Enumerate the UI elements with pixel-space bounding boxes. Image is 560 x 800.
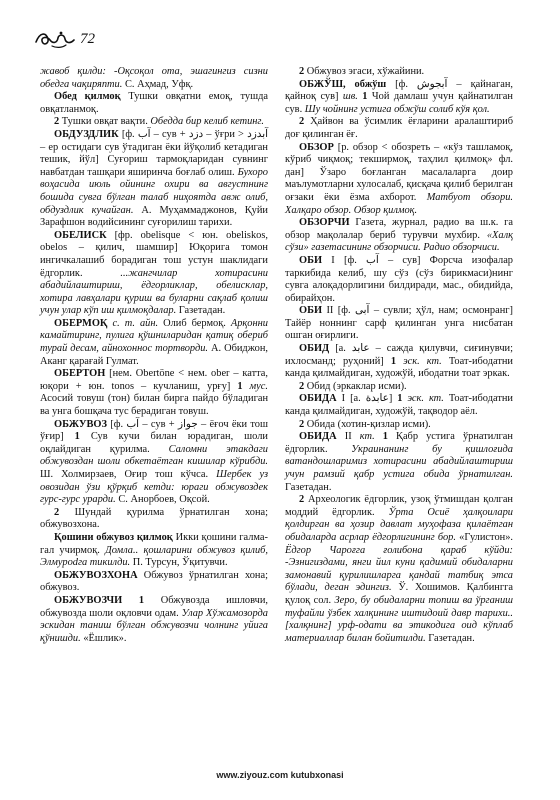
entry-example: Ўрта Осиё ҳалқоилари қолдирган ва ҳозир давлат муҳофаза қилаётган обидаларда асрлар ёдгорлигининг бор. <box>285 506 513 543</box>
entry-example: ...жангчилар хотирасини абадийлаштириш, ёдгорликлар, обелисклар, хотира лавҳалари қуриш ва буларни сақлаб қолиш учун улар кўп иш қилмоқдалар. <box>40 267 268 317</box>
entry-example: мус. <box>249 380 268 392</box>
entry-text: Ҳайвон ва ўсимлик ёғларини аралаштириб доғ қилинган ёғ. <box>285 116 513 140</box>
entry-headword: ОБЗОР <box>299 141 338 153</box>
entry-text: – ёғоч ёки тош ўғир] <box>40 418 269 443</box>
entry-headword: ОБЕРМОҚ <box>54 317 113 329</box>
entry-headword: ОБЖУВОЗХОНА <box>54 569 144 581</box>
dictionary-entry <box>285 419 513 432</box>
entry-example: кт. <box>359 431 383 443</box>
entry-headword: ОБИД <box>299 343 336 355</box>
entry-text: Обжувоз ўрнатилган хона; обжувоз. <box>40 569 268 594</box>
entry-example: Матбуот обзори. Халқаро обзор. Обзор қилмоқ. <box>285 191 513 216</box>
entry-headword: 1 <box>382 431 397 443</box>
entry-text: Тоат-ибодатни канда қилмайдиган, художўй, ибодатни тоат эркак. <box>285 355 513 380</box>
entry-text: – сажда қилувчи, сиғинувчи; ихлосманд; руҳоний] <box>285 343 513 367</box>
page-header <box>34 26 95 52</box>
entry-text: آبجوش <box>416 78 448 90</box>
entry-text: I <box>341 393 351 405</box>
entry-text: آبی <box>354 305 370 317</box>
entry-text: Газетадан. <box>178 305 226 317</box>
entry-text: Чой дамлаш учун қайнатилган сув. <box>285 91 513 115</box>
entry-text: А. Обиджон, Аканг қарағай Гулмат. <box>40 343 268 367</box>
entry-example: эск. кт. <box>403 355 449 367</box>
page-number: 72 <box>80 30 95 47</box>
entry-headword: ОБДУЗДЛИК <box>54 128 122 140</box>
entry-headword: ОБЕЛИСК <box>54 229 115 241</box>
entry-text: Тоат-ибодатни канда қилмайдиган, художўй, тақводор аёл. <box>285 393 513 418</box>
entry-text: С. Аҳмад, Уфқ. <box>124 78 194 90</box>
entry-example: Домла.. қошларини обжувоз қилиб, Элмурodга тикилди. <box>40 544 268 569</box>
entry-text: – қайнаган, қайноқ сув] <box>285 78 513 103</box>
entry-text: Асосий товуш (тон) билан бирга пайдо бўладиган ва унга бошқача тус берадиган товуш. <box>40 393 268 418</box>
entry-headword: ОБЖУВОЗ <box>54 418 111 430</box>
entry-text: [ф. <box>337 305 355 317</box>
entry-text: Олиб бермоқ. <box>163 317 231 329</box>
entry-text: Обжувозда ишловчи, обжувозда шоли оқловчи одам. <box>40 594 269 619</box>
entry-text: [ф. <box>121 128 138 140</box>
entry-text: II <box>344 431 360 443</box>
entry-text: – сув + <box>139 418 178 430</box>
entry-text: Газетадан. <box>285 481 332 493</box>
entry-text: جواز <box>177 418 198 430</box>
entry-text: Икки қошини галма-гал учирмоқ. <box>40 531 268 556</box>
entry-text: [ф. <box>110 418 127 430</box>
entry-headword: 1 <box>390 355 404 367</box>
entry-text: II <box>326 305 338 317</box>
entry-headword: ОБЖУВОЗЧИ <box>54 594 139 606</box>
entry-text: Тушки овқат вақти. <box>61 116 151 128</box>
entry-text: С. Анорбоев, Оқсой. <box>118 494 210 506</box>
entry-headword: 2 <box>299 418 307 430</box>
entry-text: Обида (хотин-қизлар исми). <box>306 418 431 430</box>
dictionary-entry <box>285 431 513 494</box>
entry-example: Шу чойнинг устига обжўш солиб кўя қол. <box>304 103 490 115</box>
entry-text: Қалбингга қулоқ сол. <box>285 582 513 606</box>
decorative-flourish-icon <box>34 28 76 50</box>
dictionary-entry <box>40 595 268 645</box>
entry-text: [а. <box>335 343 352 355</box>
dictionary-entry <box>40 230 268 318</box>
dictionary-entry <box>285 217 513 255</box>
dictionary-entry <box>40 318 268 368</box>
dictionary-entry <box>40 91 268 116</box>
entry-headword: ОБЖЎШ, обжўш <box>299 78 396 90</box>
entry-text: عابد <box>351 343 370 355</box>
entry-headword: 2 <box>299 494 309 506</box>
entry-headword: 1 <box>237 380 250 392</box>
dictionary-entry <box>40 129 268 230</box>
entry-example: Обедда бир келиб кетинг. <box>150 116 264 128</box>
entry-headword: 1 <box>362 91 372 103</box>
right-column <box>285 66 513 645</box>
entry-headword: 2 <box>299 380 307 392</box>
entry-example: Украинанинг бу қишлоғида ватандошларимиз хотирасини абадийлаштириш учун рамзий қабр устига обида ўрнатилган. <box>285 443 513 480</box>
dictionary-entry <box>40 116 268 129</box>
entry-headword: ОБИДА <box>299 431 345 443</box>
entry-text: Газетадан. <box>428 632 475 644</box>
entry-headword: ОБИ <box>299 305 327 317</box>
entry-headword: 1 <box>74 431 91 443</box>
entry-text: «Гулистон». <box>459 531 513 543</box>
entry-text: А. Муҳаммаджонов, Қуйи Зарафшон водийсининг суғорилиш тарихи. <box>40 204 268 229</box>
left-column <box>40 66 268 645</box>
entry-text: عابدة <box>365 393 389 405</box>
entry-text: П. Турсун, Ўқитувчи. <box>132 557 228 569</box>
entry-text: Шундай қурилма ўрнатилган хона; обжувозхона. <box>40 506 269 531</box>
entry-text: Газета, журнал, радио ва ш.к. га обзор мақолалар бериб турувчи мухбир. <box>285 217 513 241</box>
entry-text: دزد <box>188 128 204 140</box>
dictionary-entry <box>285 142 513 218</box>
entry-text: آب <box>366 254 379 266</box>
entry-headword: ОБИ <box>299 254 332 266</box>
entry-text: – ер остидаги сув ўтадиган ёки йўқолиб кетадиган тешик, йўл] Суғориш тармоқларидан сувнинг навбатдан ташқари яширинча боғлаб олиш. <box>40 141 268 178</box>
entry-example: с. т. айн. <box>112 317 164 329</box>
entry-text: [фр. obelisque < юн. obeliskos, obelos – қилич, шамшир] Юқорига томон ингичкалашиб борадиган тош устун шаклидаги ёдгорлик. <box>40 229 268 279</box>
footer-site: www.ziyouz.com kutubxonasi <box>216 770 344 780</box>
entry-text: – сув + <box>150 128 189 140</box>
entry-headword: ОБЗОРЧИ <box>299 217 356 229</box>
entry-text: آبدزد <box>247 128 268 140</box>
entry-headword: 2 <box>54 116 62 128</box>
dictionary-entry <box>285 393 513 418</box>
entry-text: [нем. Obertöne < нем. ober – катта, юқори + юн. tonos – кучланиш, урғу] <box>40 368 268 392</box>
entry-text: آب <box>137 128 151 140</box>
entry-example: эск. кт. <box>407 393 449 405</box>
entry-text: [р. обзор < обозреть – «кўз ташламоқ, кўриб чиқмоқ; текширмоқ, таҳлил қилмоқ» фл. дан] Ўзаро боғланган масалаларга доир маълумотларни хулосалаб, қисқача қилиб берилган оғзаки ёки ёзма ахборот. <box>285 141 514 203</box>
entry-example: Улар Хўжамозорда эскидан таниш бўлган обжувозчи чолнинг уйига қўнишди. <box>40 607 268 644</box>
entry-text: – сувли; ҳўл, нам; осмонранг] Тайёр ноннинг сарф қилинган унга нисбатан ошган оғирлиги. <box>285 305 513 342</box>
entry-text: Тушки овқатни емоқ, тушда овқатланмоқ. <box>40 91 269 115</box>
entry-example: шв. <box>342 91 363 103</box>
entry-text: «Ёшлик». <box>83 632 127 644</box>
dictionary-entry <box>285 381 513 394</box>
entry-text: Обжувоз эгаси, хўжайини. <box>306 66 425 77</box>
entry-headword: Обед қилмоқ <box>54 91 129 103</box>
entry-text: Археологик ёдгорлик, узоқ ўтмишдан қолган моддий ёдгорлик. <box>285 494 513 518</box>
dictionary-entry <box>40 368 268 418</box>
entry-example: Саломни этакдаги обжувоздан шоли обкетаётган кишилар кўрибди. <box>40 443 268 468</box>
entry-text: [ф. <box>344 254 367 266</box>
dictionary-entry <box>285 255 513 305</box>
entry-text: Қабр устига ўрнатилган ёдгорлик. <box>285 431 513 455</box>
entry-text: ] <box>388 393 398 405</box>
entry-headword: ОБЕРТОН <box>54 368 110 380</box>
entry-text: – ўғри > <box>203 128 248 140</box>
entry-headword: Қошини обжувоз қилмоқ <box>54 531 176 543</box>
dictionary-entry <box>40 570 268 595</box>
entry-text: Ў. Хошимов. <box>398 582 467 594</box>
entry-example: Бухоро воҳасида июль ойининг охири ва августнинг бошида сувга бўлган талаб ниҳоятда авж олиб, обдуздлик кучайган. <box>40 166 268 216</box>
dictionary-entry <box>285 343 513 381</box>
entry-example: Шербек уз овозидан ўзи қўрқиб кетди: юраги обжувоздек гурс-гурс урарди. <box>40 469 268 506</box>
entry-example: Арқонни камайтиринг, пулига қўшниларидан қатиқ обериб турай десам, айнохоннос тортворди. <box>40 317 268 355</box>
entry-text: آب <box>126 418 140 430</box>
entry-headword: 1 <box>397 393 408 405</box>
dictionary-entry <box>285 79 513 117</box>
entry-headword: 1 <box>138 594 161 606</box>
entry-text: – сув] Форсча изофалар таркибида келиб, шу сўз (сўз бирикмаси)нинг сувга алоқадорлигини билдиради, мас., обидийда, обирайҳон. <box>285 254 513 304</box>
entry-text: [а. <box>350 393 366 405</box>
entry-headword: ОБИДА <box>299 393 342 405</box>
entry-example: Зеро, бу обидаларни топиш ва ўрганиш туфайли ўзбек халқининг иштидоий давр тарихи.. [халқнинг] урф-одати ва этикодига оид кўплаб материаллар билан бойитилди. <box>285 594 513 644</box>
entry-text: [ф. <box>395 78 417 90</box>
dictionary-entry <box>40 532 268 570</box>
entry-text: Сув кучи билан юрадиган, шоли оқлайдиган қурилма. <box>40 431 268 455</box>
entry-example: Ёдгор Чароғга ғолибона қараб кўйди: -Эзнигиздами, янги йил куни қадимий обидаларни замонавий қурилишларга қандай татбиқ этса бўлади, деган эдингиз. <box>285 544 513 594</box>
dictionary-entry <box>285 116 513 141</box>
dictionary-entry <box>285 305 513 343</box>
entry-text: Обид (эркаклар исми). <box>306 380 407 392</box>
dictionary-entry <box>40 66 268 91</box>
entry-headword: 2 <box>299 66 307 77</box>
entry-text: Ш. Холмирзаев, Оғир тош кўчса. <box>40 469 217 480</box>
dictionary-entry <box>40 507 268 532</box>
entry-headword: 2 <box>54 506 75 518</box>
entry-headword: 2 <box>299 116 311 128</box>
dictionary-entry <box>285 494 513 645</box>
dictionary-entry <box>285 66 513 79</box>
entry-text: I <box>331 254 344 266</box>
entry-example: жавоб қилди: -Оқсоқол ота, эшагингиз сизни обедга чақиряпти. <box>40 66 268 90</box>
dictionary-entry <box>40 419 268 507</box>
entry-example: «Халқ сўзи» газетасининг обзорчиси. Радио обзорчиси. <box>285 229 513 254</box>
